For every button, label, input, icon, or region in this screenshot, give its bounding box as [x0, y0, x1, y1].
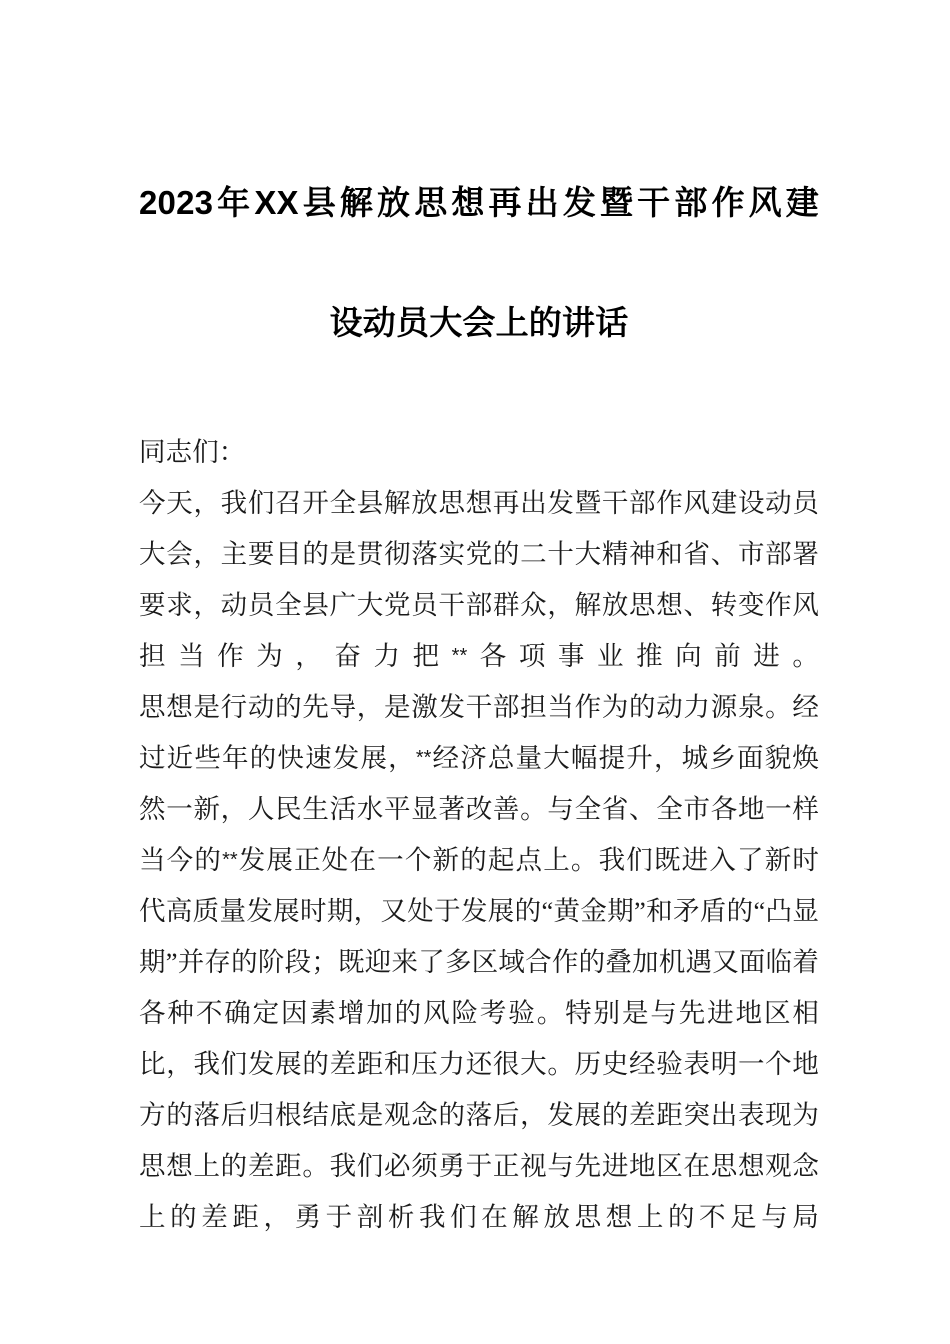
document-title-line-2: 设动员大会上的讲话	[329, 304, 629, 341]
document-content-column	[139, 0, 819, 1243]
redaction-asterisks: **	[451, 645, 468, 667]
document-title	[139, 0, 819, 383]
body-paragraph-1: 今天，我们召开全县解放思想再出发暨干部作风建设动员大会，主要目的是贯彻落实党的二十大精神和省、市部署要求，动员全县广大党员干部群众，解放思想、转变作风担当作为，奋力把**各项事业推向前进。	[139, 488, 819, 671]
salutation: 同志们：	[139, 437, 246, 467]
redaction-asterisks: **	[222, 849, 238, 871]
document-body	[139, 383, 819, 1243]
redaction-asterisks: **	[415, 747, 432, 769]
body-paragraph-2: 思想是行动的先导，是激发干部担当作为的动力源泉。经过近些年的快速发展，**经济总量大幅提升，城乡面貌焕然一新，人民生活水平显著改善。与全省、全市各地一样当今的**发展正处在一个新的起点上。我们既进入了新时代高质量发展时期，又处于发展的“黄金期”和矛盾的“凸显期”并存的阶段；既迎来了多区域合作的叠加机遇又面临着各种不确定因素增加的风险考验。特别是与先进地区相比，我们发展的差距和压力还很大。历史经验表明一个地方的落后归根结底是观念的落后，发展的差距突出表现为思想上的差距。我们必须勇于正视与先进地区在思想观念上的差距，勇于剖析我们在解放思想上的不足与局	[139, 692, 819, 1232]
document-title-line-1: 2023年XX县解放思想再出发暨干部作风建	[139, 184, 819, 221]
